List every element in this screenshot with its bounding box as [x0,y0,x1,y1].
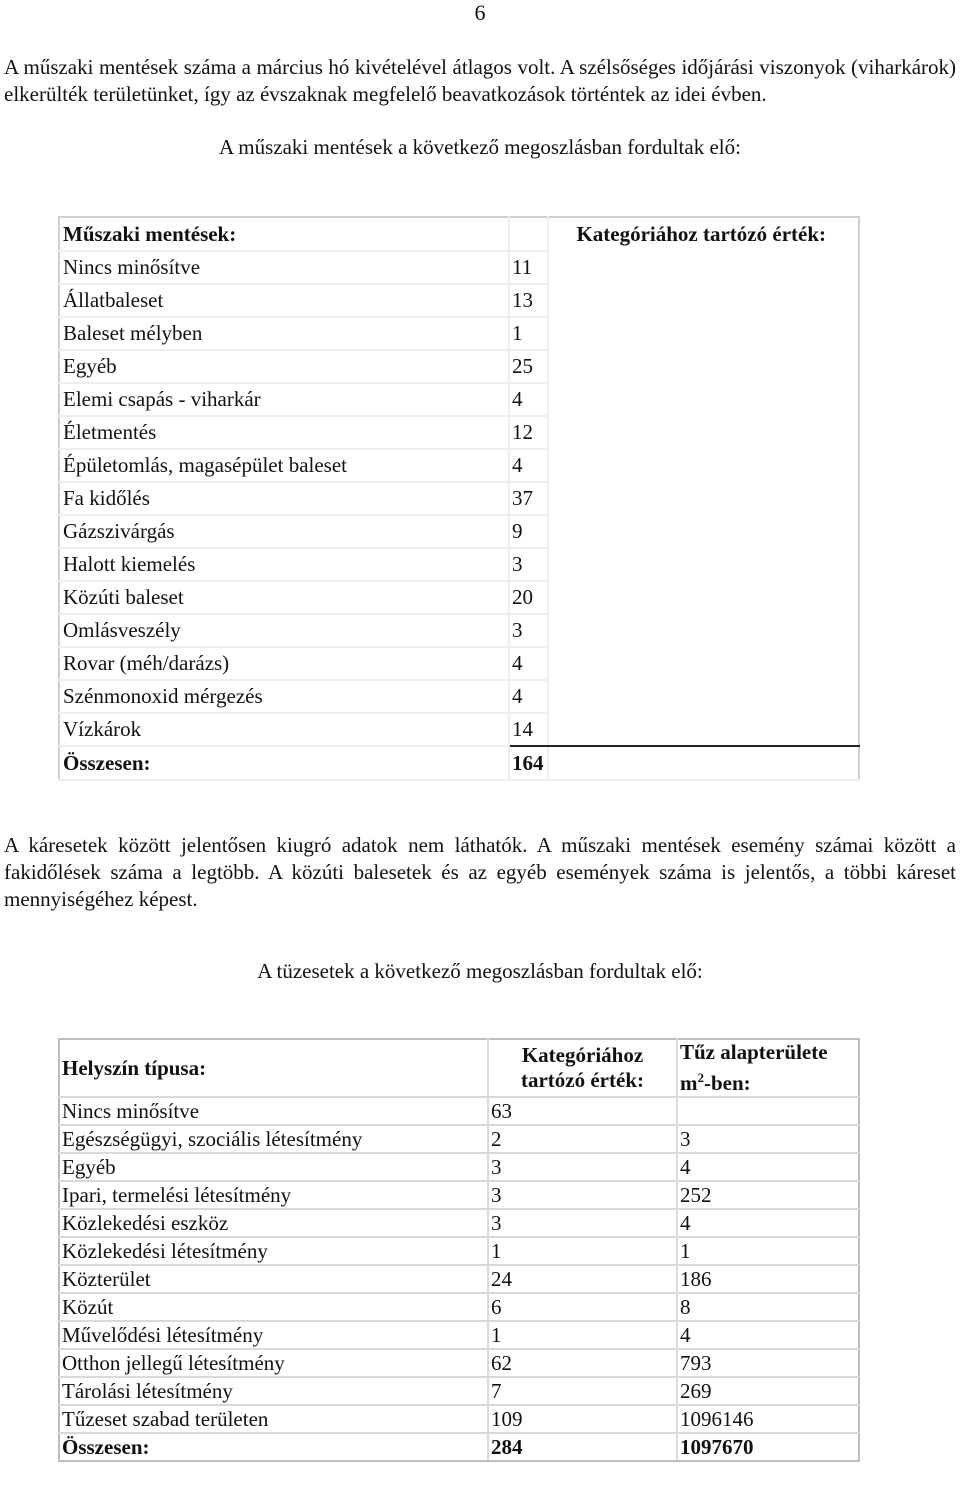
total-empty [548,746,859,780]
row-location-type: Művelődési létesítmény [59,1321,488,1349]
row-empty [548,614,859,647]
row-label: Épületomlás, magasépület baleset [59,449,509,482]
row-label: Állatbaleset [59,284,509,317]
table-row [59,515,859,548]
row-area: 186 [677,1265,859,1293]
intro-paragraph: A műszaki mentések száma a március hó kivételével átlagos volt. A szélsőséges időjárási viszonyok (viharkárok) elkerülték területünket, így az évszaknak megfelelő beavatkozások történtek az idei évben. [4,55,956,106]
table-row [59,317,859,350]
row-area: 269 [677,1377,859,1405]
row-value: 14 [509,713,548,746]
row-value: 4 [509,449,548,482]
row-label: Elemi csapás - viharkár [59,383,509,416]
total-row [59,746,859,780]
table-row [59,614,859,647]
row-empty [548,647,859,680]
row-count: 24 [488,1265,677,1293]
total-count: 284 [488,1433,677,1461]
row-empty [548,680,859,713]
row-location-type: Egészségügyi, szociális létesítmény [59,1125,488,1153]
row-value: 4 [509,680,548,713]
table-row [59,713,859,746]
row-value: 37 [509,482,548,515]
table-row [59,1405,859,1433]
total-area: 1097670 [677,1433,859,1461]
table-row [59,1097,859,1125]
row-count: 62 [488,1349,677,1377]
table-row [59,482,859,515]
header-label: Műszaki mentések: [59,217,509,251]
row-count: 7 [488,1377,677,1405]
table-row [59,383,859,416]
table-header-row [59,217,859,251]
row-empty [548,449,859,482]
row-value: 13 [509,284,548,317]
row-area: 1096146 [677,1405,859,1433]
row-empty [548,515,859,548]
row-area [677,1097,859,1125]
row-value: 12 [509,416,548,449]
table-row [59,449,859,482]
total-label: Összesen: [59,746,509,780]
row-count: 2 [488,1125,677,1153]
header-fire-area [677,1039,859,1097]
technical-rescue-caption: A műszaki mentések a következő megoszlásban fordultak elő: [219,135,741,159]
row-label: Baleset mélyben [59,317,509,350]
row-value: 3 [509,548,548,581]
table-header-row [59,1039,859,1097]
row-count: 3 [488,1153,677,1181]
row-location-type: Otthon jellegű létesítmény [59,1349,488,1377]
row-area: 793 [677,1349,859,1377]
row-label: Nincs minősítve [59,251,509,284]
table-row [59,350,859,383]
row-count: 1 [488,1321,677,1349]
header-area-line1: Tűz alapterülete [680,1040,828,1064]
row-label: Életmentés [59,416,509,449]
row-value: 25 [509,350,548,383]
row-location-type: Közlekedési létesítmény [59,1237,488,1265]
row-empty [548,317,859,350]
header-area-rest: -ben: [704,1071,751,1095]
row-value: 4 [509,647,548,680]
header-category-value [488,1039,677,1097]
row-area: 4 [677,1209,859,1237]
row-location-type: Tűzeset szabad területen [59,1405,488,1433]
row-location-type: Ipari, termelési létesítmény [59,1181,488,1209]
row-empty [548,581,859,614]
table-row [59,251,859,284]
row-empty [548,251,859,284]
table-row [59,1349,859,1377]
row-location-type: Közlekedési eszköz [59,1209,488,1237]
row-count: 109 [488,1405,677,1433]
table-row [59,680,859,713]
row-empty [548,548,859,581]
row-location-type: Egyéb [59,1153,488,1181]
row-area: 1 [677,1237,859,1265]
fire-incidents-table [58,1038,860,1462]
row-location-type: Nincs minősítve [59,1097,488,1125]
row-label: Rovar (méh/darázs) [59,647,509,680]
row-area: 8 [677,1293,859,1321]
row-area: 4 [677,1321,859,1349]
row-area: 252 [677,1181,859,1209]
row-empty [548,284,859,317]
fire-incidents-caption: A tüzesetek a következő megoszlásban fordultak elő: [257,959,703,983]
row-area: 4 [677,1153,859,1181]
table-row [59,581,859,614]
row-label: Közúti baleset [59,581,509,614]
row-empty [548,350,859,383]
total-value: 164 [509,746,548,780]
row-location-type: Közút [59,1293,488,1321]
table-row [59,1209,859,1237]
row-value: 1 [509,317,548,350]
row-count: 6 [488,1293,677,1321]
row-value: 20 [509,581,548,614]
row-empty [548,713,859,746]
total-label: Összesen: [59,1433,488,1461]
row-label: Fa kidőlés [59,482,509,515]
header-category-line2: tartózó érték: [520,1068,644,1092]
table-row [59,1293,859,1321]
row-label: Szénmonoxid mérgezés [59,680,509,713]
row-value: 3 [509,614,548,647]
technical-rescue-table [58,216,860,781]
analysis-paragraph: A káresetek között jelentősen kiugró adatok nem láthatók. A műszaki mentések esemény számai között a fakidőlések száma a legtöbb. A közúti balesetek és az egyéb események száma is jelentős, a többi káreset mennyiségéhez képest. [4,833,956,911]
table-row [59,1377,859,1405]
row-count: 63 [488,1097,677,1125]
table-row [59,1181,859,1209]
row-label: Halott kiemelés [59,548,509,581]
header-location-type: Helyszín típusa: [59,1039,488,1097]
header-spacer [509,217,548,251]
row-location-type: Tárolási létesítmény [59,1377,488,1405]
table-row [59,1265,859,1293]
row-empty [548,383,859,416]
header-area-m: m [680,1071,698,1095]
row-count: 3 [488,1181,677,1209]
row-empty [548,416,859,449]
row-label: Gázszivárgás [59,515,509,548]
header-area-sup: 2 [697,1070,704,1085]
row-count: 3 [488,1209,677,1237]
table-row [59,1321,859,1349]
row-label: Omlásveszély [59,614,509,647]
table-row [59,1153,859,1181]
total-row [59,1433,859,1461]
row-empty [548,482,859,515]
row-location-type: Közterület [59,1265,488,1293]
header-value: Kategóriához tartózó érték: [548,217,859,251]
table-row [59,1125,859,1153]
row-area: 3 [677,1125,859,1153]
header-category-line1: Kategóriához [521,1043,644,1067]
row-label: Vízkárok [59,713,509,746]
row-value: 11 [509,251,548,284]
table-row [59,416,859,449]
row-label: Egyéb [59,350,509,383]
table-row [59,284,859,317]
row-value: 4 [509,383,548,416]
table-row [59,647,859,680]
row-value: 9 [509,515,548,548]
row-count: 1 [488,1237,677,1265]
table-row [59,548,859,581]
table-row [59,1237,859,1265]
page-number: 6 [474,0,486,25]
